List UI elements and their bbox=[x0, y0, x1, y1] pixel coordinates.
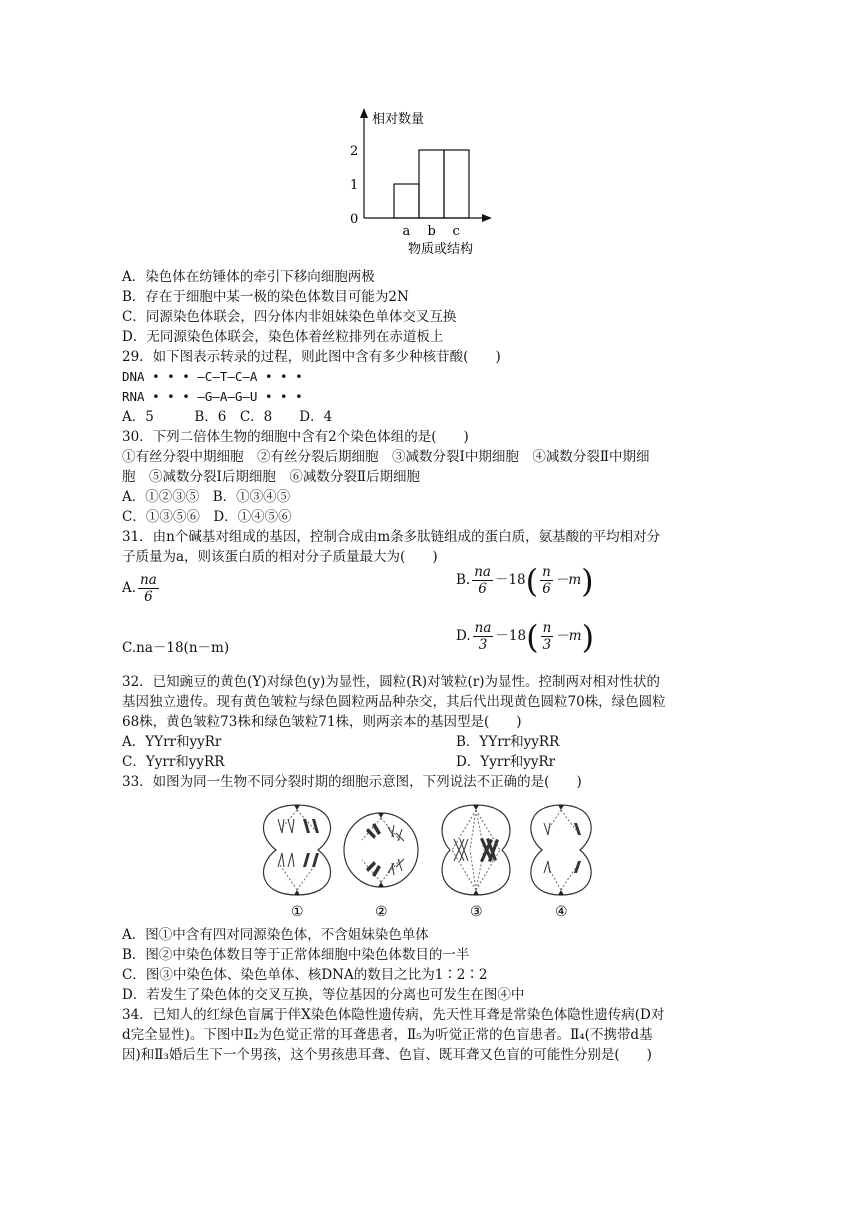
q31-stem-line1: 31．由n个碱基对组成的基因，控制合成由m条多肽链组成的蛋白质，氨基酸的平均相对分 bbox=[122, 529, 661, 545]
q29-options: A．5 B．6 C．8 D．4 bbox=[122, 409, 333, 425]
cell-label-3: ③ bbox=[470, 904, 483, 920]
q32-stem-line2: 基因独立遗传。现有黄色皱粒与绿色圆粒两品种杂交，其后代出现黄色圆粒70株，绿色圆粒 bbox=[122, 694, 666, 710]
x-axis-label: 物质或结构 bbox=[408, 242, 474, 257]
cell-label-1: ① bbox=[291, 904, 304, 920]
bar-b bbox=[419, 150, 444, 218]
y-tick-label: 2 bbox=[350, 144, 359, 159]
q30-choices-line2: 胞 ⑤减数分裂Ⅰ后期细胞 ⑥减数分裂Ⅱ后期细胞 bbox=[122, 469, 421, 485]
cell-division-figure bbox=[0, 795, 860, 925]
q34-stem-line2: d完全显性)。下图中Ⅱ₂为色觉正常的耳聋患者，Ⅱ₅为听觉正常的色盲患者。Ⅱ₄(不携带d基 bbox=[122, 1027, 653, 1043]
cell-4 bbox=[531, 805, 591, 895]
q30-choices-line1: ①有丝分裂中期细胞 ②有丝分裂后期细胞 ③减数分裂Ⅰ中期细胞 ④减数分裂Ⅱ中期细 bbox=[122, 449, 650, 465]
q34-stem-line1: 34．已知人的红绿色盲属于伴X染色体隐性遗传病，先天性耳聋是常染色体隐性遗传病(D对 bbox=[122, 1007, 665, 1023]
y-tick-label: 0 bbox=[350, 212, 359, 227]
q29-stem: 29．如下图表示转录的过程，则此图中含有多少种核苷酸( ) bbox=[122, 349, 501, 365]
q32-option-a: A．YYrr和yyRr bbox=[122, 734, 222, 750]
q34-stem-line3: 因)和Ⅱ₃婚后生下一个男孩，这个男孩患耳聋、色盲、既耳聋又色盲的可能性分别是( ) bbox=[122, 1047, 652, 1063]
q29-rna-strand: RNA • • • —G—A—G—U • • • bbox=[122, 389, 303, 404]
q32-option-c: C．Yyrr和yyRR bbox=[122, 754, 225, 770]
y-axis-arrow bbox=[360, 108, 368, 118]
q33-option-c: C．图③中染色体、染色单体、核DNA的数目之比为1∶2∶2 bbox=[122, 967, 488, 983]
q28-option-d: D．无同源染色体联会，染色体着丝粒排列在赤道板上 bbox=[122, 329, 444, 345]
q28-option-c: C．同源染色体联会，四分体内非姐妹染色单体交叉互换 bbox=[122, 309, 457, 325]
cell-2 bbox=[344, 813, 418, 887]
y-axis-label: 相对数量 bbox=[372, 112, 425, 127]
q28-option-a: A．染色体在纺锤体的牵引下移向细胞两极 bbox=[122, 269, 375, 285]
bar-c bbox=[444, 150, 469, 218]
x-tick-label: a bbox=[402, 224, 411, 239]
q31-stem-line2: 子质量为a，则该蛋白质的相对分子质量最大为( ) bbox=[122, 549, 438, 565]
x-tick-label: b bbox=[427, 224, 436, 239]
q33-option-d: D．若发生了染色体的交叉互换，等位基因的分离也可发生在图④中 bbox=[122, 987, 525, 1003]
cell-3 bbox=[442, 805, 510, 895]
q32-option-b: B．YYrr和yyRR bbox=[456, 734, 560, 750]
y-tick-label: 1 bbox=[350, 178, 359, 193]
q29-dna-strand: DNA • • • —C—T—C—A • • • bbox=[122, 369, 303, 384]
q31-option-c: C.na－18(n－m) bbox=[122, 640, 230, 656]
bar-a bbox=[394, 184, 419, 218]
cell-1 bbox=[264, 805, 331, 895]
q32-stem-line3: 68株，黄色皱粒73株和绿色皱粒71株，则两亲本的基因型是( ) bbox=[122, 714, 522, 730]
q33-stem: 33．如图为同一生物不同分裂时期的细胞示意图，下列说法不正确的是( ) bbox=[122, 774, 582, 790]
x-tick-label: c bbox=[452, 224, 460, 239]
q31-option-a: A. $\frac{na}{6}$ bbox=[122, 572, 157, 605]
cell-label-4: ④ bbox=[555, 904, 568, 920]
q33-option-a: A．图①中含有四对同源染色体，不含姐妹染色单体 bbox=[122, 927, 429, 943]
q32-option-d: D．Yyrr和yyRr bbox=[456, 754, 556, 770]
q32-stem-line1: 32．已知豌豆的黄色(Y)对绿色(y)为显性，圆粒(R)对皱粒(r)为显性。控制两对相对性状的 bbox=[122, 674, 660, 690]
q33-option-b: B．图②中染色体数目等于正常体细胞中染色体数目的一半 bbox=[122, 947, 470, 963]
x-axis-arrow bbox=[482, 214, 492, 222]
q31-option-d: D. $\frac{na}{3}$ －18( $\frac{n}{3}$ －m) bbox=[456, 617, 595, 656]
q28-option-b: B．存在于细胞中某一极的染色体数目可能为2N bbox=[122, 289, 409, 305]
q30-stem: 30．下列二倍体生物的细胞中含有2个染色体组的是( ) bbox=[122, 429, 469, 445]
q31-option-b: B. $\frac{na}{6}$ －18( $\frac{n}{6}$ －m) bbox=[456, 561, 594, 600]
q30-options-cd: C．①③⑤⑥ D．①④⑤⑥ bbox=[122, 509, 292, 525]
q30-options-ab: A．①②③⑤ B．①③④⑤ bbox=[122, 489, 291, 505]
cell-label-2: ② bbox=[375, 904, 388, 920]
